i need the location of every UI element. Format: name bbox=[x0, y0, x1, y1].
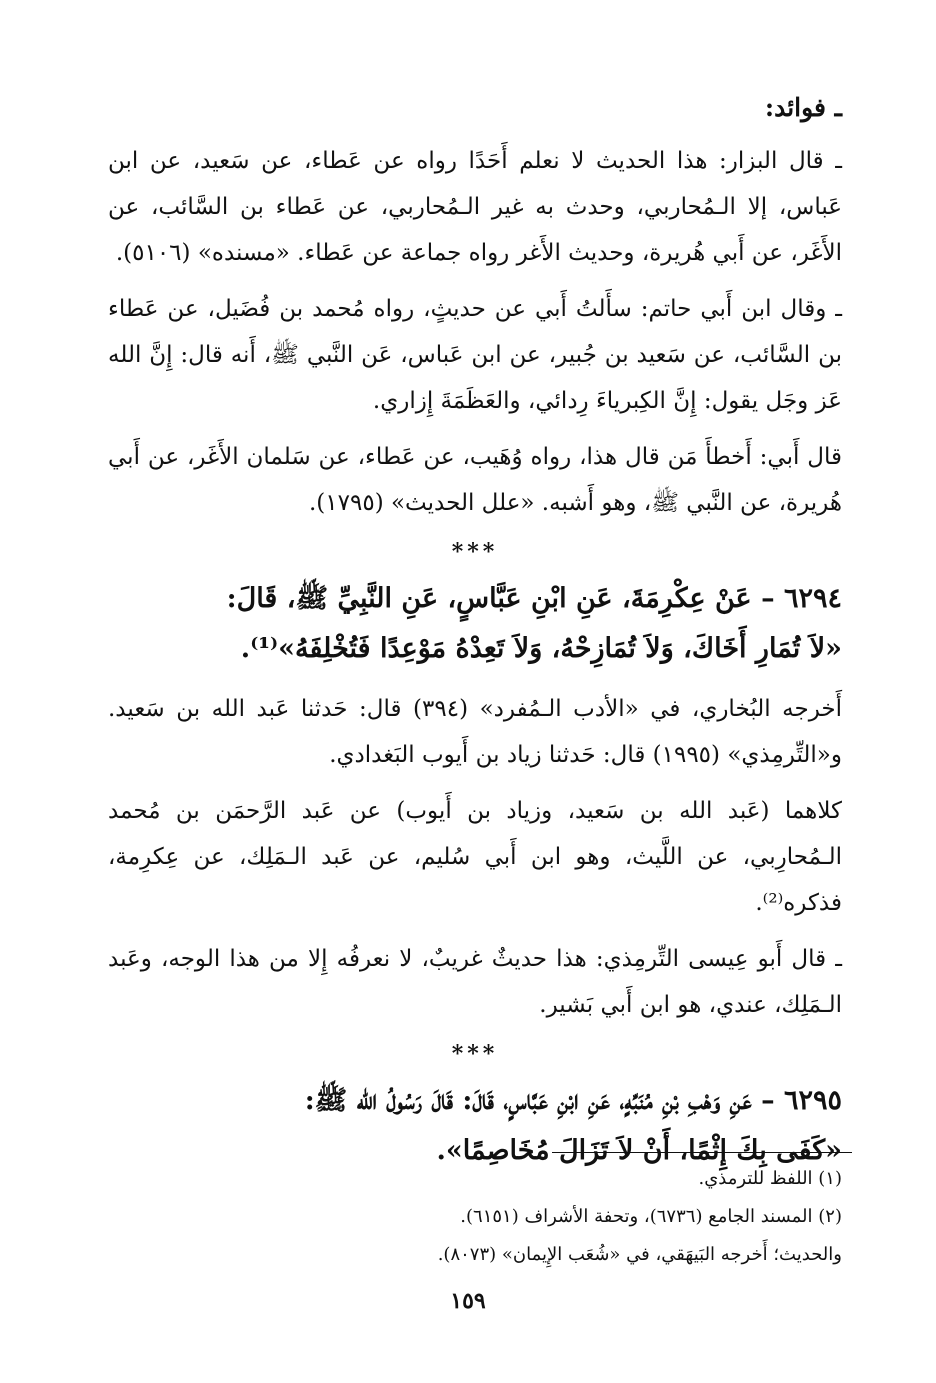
footnote-2: (٢) المسند الجامع (٦٧٣٦)، وتحفة الأشراف (٦١٥١). bbox=[460, 1206, 842, 1227]
hadith-6294-isnad: ٦٢٩٤ – عَنْ عِكْرِمَةَ، عَنِ ابْنِ عَبَّاسٍ، عَنِ النَّبِيِّ ﷺ، قَالَ: bbox=[226, 583, 842, 614]
paragraph-tirmidhi: ـ قال أَبو عِيسى التِّرمِذي: هذا حديثٌ غريبٌ، لا نعرفُه إِلا من هذا الوجه، وعَبد الـمَلِك، عندي، هو ابن أَبي بَشير. bbox=[108, 946, 842, 1018]
paragraph-bazzar: ـ قال البزار: هذا الحديث لا نعلم أَحَدًا رواه عن عَطاء، عن سَعيد، عن ابن عَباس، إلا الـمُحاربي، وحدث به غير الـمُحاربي، عن عَطاء بن السَّائب، عن الأَغَر، عن أَبي هُريرة، وحديث الأَغر رواه جماعة عن عَطاء. «مسنده» (٥١٠٦). bbox=[108, 148, 842, 266]
hadith-6295-isnad: ٦٢٩٥ – عَنِ وَهْبِ بْنِ مُنَبِّهٍ، عَنِ ابْنِ عَبَّاسٍ، قَالَ: قَالَ رَسُولُ الله ﷺ: bbox=[304, 1085, 842, 1116]
paragraph-kilahuma: كلاهما (عَبد الله بن سَعيد، وزياد بن أَيوب) عن عَبد الرَّحمَن بن مُحمد الـمُحارِبي، عن اللَّيث، وهو ابن أَبي سُليم، عن عَبد الـمَلِك، عن عِكرِمة، فذكره⁽²⁾. bbox=[108, 798, 842, 916]
separator-stars-2: *** bbox=[451, 1041, 499, 1067]
separator-stars: *** bbox=[451, 539, 499, 565]
page-body bbox=[108, 88, 842, 1188]
footnotes bbox=[330, 1160, 842, 1274]
hadith-6294 bbox=[108, 574, 842, 674]
hadith-6294-matn: «لاَ تُمَارِ أَخَاكَ، وَلاَ تُمَازِحْهُ، وَلاَ تَعِدْهُ مَوْعِدًا فَتُخْلِفَهُ»⁽¹⁾. bbox=[240, 633, 842, 664]
footnote-1: (١) اللفظ للترمذي. bbox=[698, 1168, 842, 1189]
paragraph-qala-abi: قال أَبي: أَخطأَ مَن قال هذا، رواه وُهَيب، عن عَطاء، عن سَلمان الأَغَر، عن أَبي هُريرة، عن النَّبي ﷺ، وهو أَشبه. «علل الحديث» (١٧٩٥). bbox=[108, 444, 842, 516]
paragraph-ibn-abi-hatim: ـ وقال ابن أَبي حاتم: سأَلتُ أَبي عن حديثٍ، رواه مُحمد بن فُضَيل، عن عَطاء بن السَّائب، عن سَعيد بن جُبير، عن ابن عَباس، عَن النَّبي ﷺ، أَنه قال: إِنَّ الله عَز وجَل يقول: إِنَّ الكِبرياءَ رِدائي، والعَظَمَةَ إِزاري. bbox=[108, 296, 842, 414]
page-number: ١٥٩ bbox=[450, 1288, 486, 1314]
section-heading: ـ فوائد: bbox=[764, 93, 842, 122]
footnote-2-continued: والحديث؛ أَخرجه البَيهَقي، في «شُعَب الإِيمان» (٨٠٧٣). bbox=[437, 1244, 842, 1265]
hadith-6295-matn: «كَفَى بِكَ إِثْمًا، أَنْ لاَ تَزَالَ مُخَاصِمًا». bbox=[436, 1135, 842, 1166]
footnote-divider bbox=[552, 1152, 852, 1153]
paragraph-takhrij: أَخرجه البُخاري، في «الأدب الـمُفرد» (٣٩٤) قال: حَدثنا عَبد الله بن سَعيد. و«التِّرمِذي» (١٩٩٥) قال: حَدثنا زياد بن أَيوب البَغدادي. bbox=[108, 696, 843, 768]
